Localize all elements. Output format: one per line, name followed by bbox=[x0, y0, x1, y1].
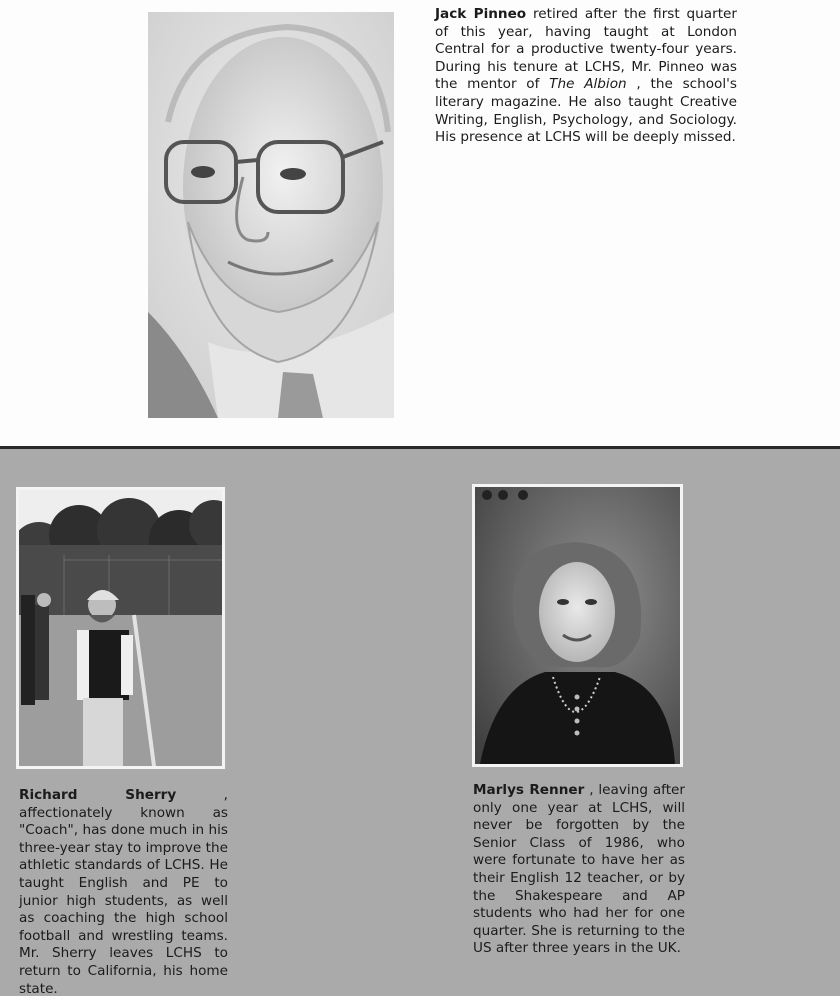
jack-pinneo-name: Jack Pinneo bbox=[435, 6, 527, 22]
jack-pinneo-photo bbox=[148, 12, 394, 418]
jack-pinneo-caption: Jack Pinneo retired after the first quarter of this year, having taught at London Central for a productive twenty-four years. During his tenure at LCHS, Mr. Pinneo was the mentor of The Albion , the school's literary magazine. He also taught Creative Writing, English, Psychology, and Sociology. His presence at LCHS will be deeply missed. bbox=[435, 6, 738, 146]
richard-sherry-photo bbox=[16, 487, 225, 769]
marlys-renner-caption: Marlys Renner , leaving after only one year at LCHS, will never be forgotten by the Senior Class of 1986, who were fortunate to have her as their English 12 teacher, or by the Shakespeare and AP students who had her for one quarter. She is returning to the US after three years in the UK. bbox=[473, 782, 685, 957]
richard-sherry-name: Richard Sherry bbox=[19, 787, 177, 803]
richard-sherry-caption: Richard Sherry , affectionately known as "Coach", has done much in his three-year stay to improve the athletic standards of LCHS. He taught English and PE to junior high students, as well as coaching the high school football and wrestling teams. Mr. Sherry leaves LCHS to return to California, his home state. bbox=[19, 787, 228, 997]
albion-magazine-title: The Albion bbox=[549, 76, 627, 93]
marlys-renner-photo bbox=[472, 484, 683, 767]
marlys-renner-name: Marlys Renner bbox=[473, 782, 585, 798]
